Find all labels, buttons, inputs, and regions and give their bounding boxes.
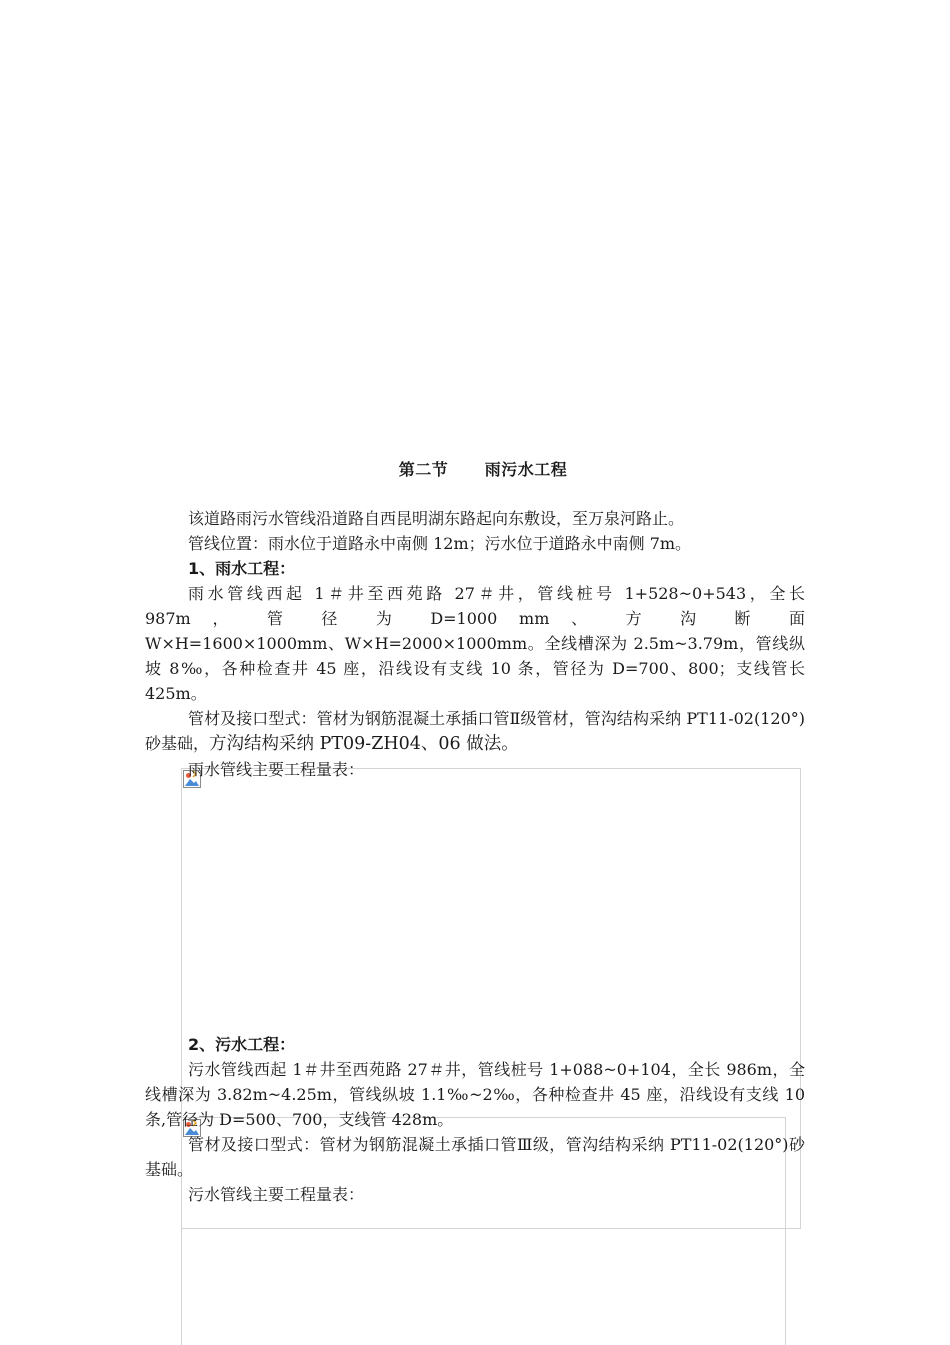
section-heading: 第二节 雨污水工程 xyxy=(398,460,568,479)
rain-material-text: 管材及接口型式：管材为钢筋混凝土承插口管Ⅱ级管材，管沟结构采纳 PT11-02(120°)砂基础， xyxy=(145,709,805,753)
rain-description-line-2: 987m ， 管 径 为 D=1000 mm 、 方 沟 断 面 xyxy=(145,609,805,628)
intro-paragraph-1: 该道路雨污水管线沿道路自西昆明湖东路起向东敷设，至万泉河路止。 xyxy=(188,509,685,528)
rain-description-line-1: 雨水管线西起 1＃井至西苑路 27＃井，管线桩号 1+528~0+543，全长 xyxy=(188,584,805,603)
rain-material-text-large: 方沟结构采纳 PT09-ZH04、06 做法。 xyxy=(209,734,519,754)
rain-table-spacer xyxy=(145,782,805,1032)
rain-section-title: 1、雨水工程： xyxy=(188,559,296,578)
rain-material-paragraph xyxy=(145,706,805,757)
sewage-section-title: 2、污水工程： xyxy=(188,1035,296,1054)
sewage-table-caption: 污水管线主要工程量表： xyxy=(188,1185,365,1204)
intro-paragraph-2: 管线位置：雨水位于道路永中南侧 12m；污水位于道路永中南侧 7m。 xyxy=(188,534,692,553)
sewage-description: 污水管线西起 1＃井至西苑路 27＃井，管线桩号 1+088~0+104，全长 986m，全线槽深为 3.82m~4.25m，管线纵坡 1.1‰~2‰，各种检查井 45 座，沿线设有支线 10 条,管径为 D=500、700，支线管 428m。 xyxy=(145,1060,805,1129)
rain-description-line-3: W×H=1600×1000mm、W×H=2000×1000mm。全线槽深为 2.5m~3.79m，管线纵坡 8‰，各种检查井 45 座，沿线设有支线 10 条，管径为 D=700、800；支线管长 425m。 xyxy=(145,634,805,703)
rain-table-caption: 雨水管线主要工程量表： xyxy=(188,760,365,779)
document-body xyxy=(145,506,805,1207)
sewage-material-paragraph: 管材及接口型式：管材为钢筋混凝土承插口管Ⅲ级，管沟结构采纳 PT11-02(120°)砂基础。 xyxy=(145,1135,805,1179)
